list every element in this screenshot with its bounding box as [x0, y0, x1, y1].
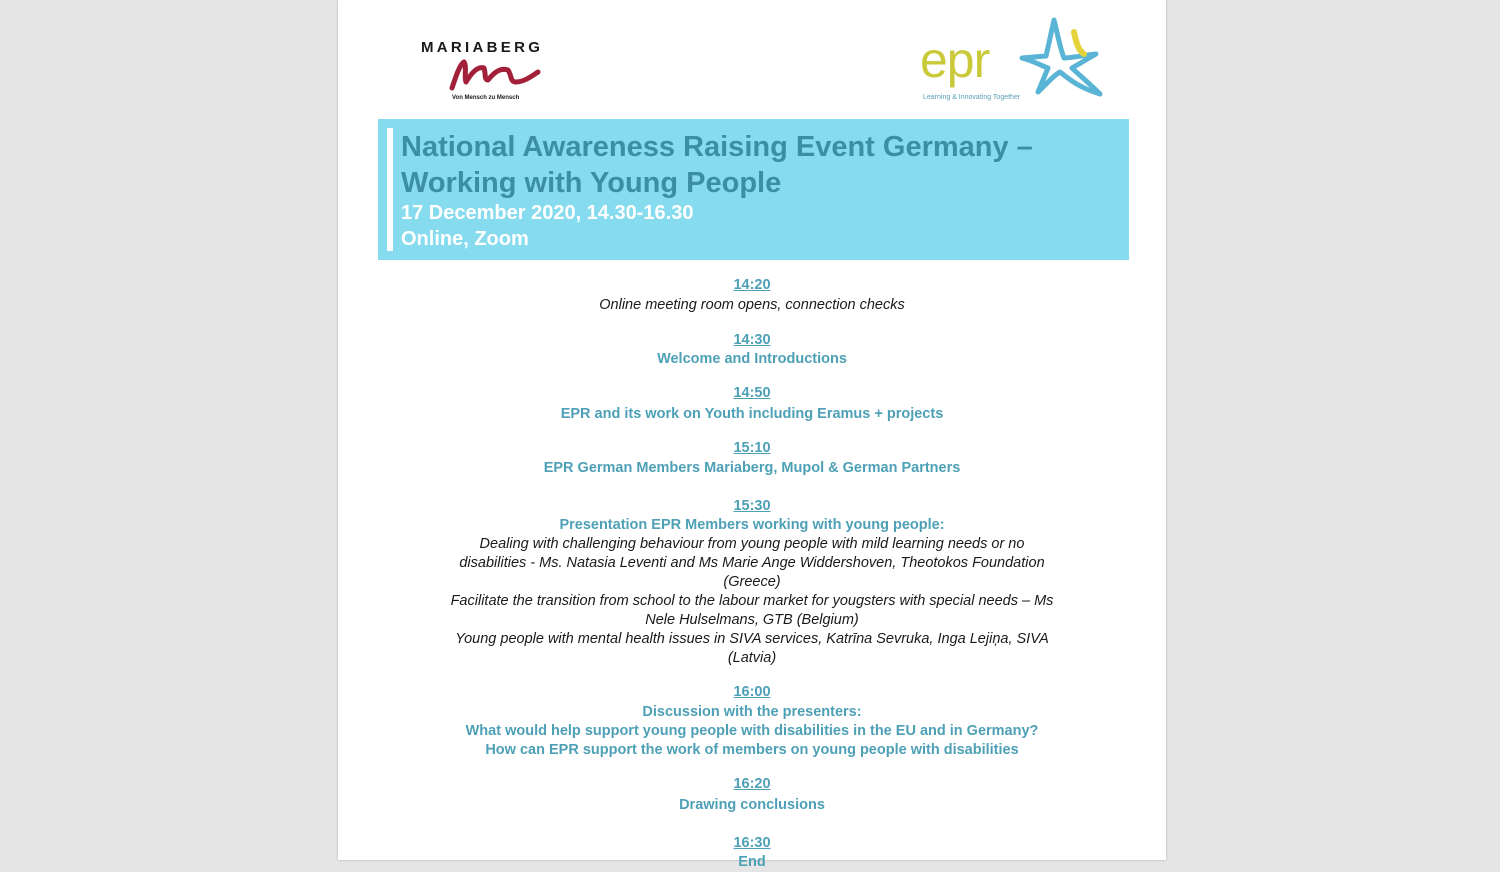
- event-date: 17 December 2020, 14.30-16.30: [401, 202, 694, 224]
- agenda-item: [418, 276, 1086, 315]
- epr-tagline: Learning & Innovating Together: [923, 94, 1021, 101]
- agenda-line: (Latvia): [727, 650, 777, 666]
- agenda-item: [418, 497, 1086, 668]
- agenda-time: 15:30: [733, 498, 771, 514]
- agenda-time: 16:00: [733, 684, 771, 700]
- agenda-line: End: [738, 854, 766, 870]
- event-location: Online, Zoom: [401, 228, 529, 250]
- agenda-item: [418, 683, 1086, 760]
- agenda-item: [418, 331, 1086, 369]
- agenda-line: How can EPR support the work of members on young people with disabilities: [485, 742, 1019, 758]
- event-title-line-1: National Awareness Raising Event Germany –: [401, 131, 1033, 163]
- agenda-line: (Greece): [723, 574, 781, 590]
- agenda-line: Dealing with challenging behaviour from young people with mild learning needs or no: [479, 536, 1025, 552]
- agenda-time: 16:30: [733, 835, 771, 851]
- epr-wordmark: epr: [920, 32, 990, 88]
- event-title: [401, 129, 1101, 201]
- agenda-time: 14:50: [733, 385, 771, 401]
- agenda-line: EPR and its work on Youth including Eramus + projects: [560, 406, 944, 422]
- star-icon: [1010, 18, 1106, 100]
- agenda-line: Nele Hulselmans, GTB (Belgium): [645, 612, 859, 628]
- agenda-item: [418, 384, 1086, 424]
- banner-accent-bar: [387, 128, 393, 251]
- mariaberg-wordmark: MARIABERG: [421, 39, 544, 56]
- agenda-line: EPR German Members Mariaberg, Mupol & German Partners: [543, 460, 961, 476]
- agenda-line: Drawing conclusions: [679, 797, 825, 813]
- agenda-line: Young people with mental health issues in SIVA services, Katrīna Sevruka, Inga Lejiņa, SIVA: [455, 631, 1049, 647]
- title-banner: [378, 119, 1129, 260]
- agenda-time: 14:30: [733, 332, 771, 348]
- event-title-line-2: Working with Young People: [401, 167, 782, 199]
- agenda-line: Presentation EPR Members working with young people:: [559, 517, 945, 533]
- agenda-item: [418, 834, 1086, 872]
- agenda-line: What would help support young people with disabilities in the EU and in Germany?: [465, 723, 1039, 739]
- agenda-item: [418, 439, 1086, 478]
- agenda-time: 14:20: [733, 277, 771, 293]
- agenda-time: 15:10: [733, 440, 771, 456]
- mariaberg-tagline: Von Mensch zu Mensch: [452, 95, 520, 101]
- agenda-line: Discussion with the presenters:: [642, 704, 862, 720]
- epr-logo: [918, 18, 1108, 108]
- agenda-line: Online meeting room opens, connection checks: [599, 297, 905, 313]
- agenda-item: [418, 775, 1086, 815]
- agenda-line: Welcome and Introductions: [657, 351, 847, 367]
- agenda-line: Facilitate the transition from school to the labour market for yougsters with special needs – Ms: [450, 593, 1054, 609]
- agenda-time: 16:20: [733, 776, 771, 792]
- mariaberg-swoosh-icon: [446, 56, 542, 92]
- agenda-line: disabilities - Ms. Natasia Leventi and Ms Marie Ange Widdershoven, Theotokos Foundation: [459, 555, 1045, 571]
- mariaberg-logo: [418, 38, 560, 110]
- document-page: [338, 0, 1166, 870]
